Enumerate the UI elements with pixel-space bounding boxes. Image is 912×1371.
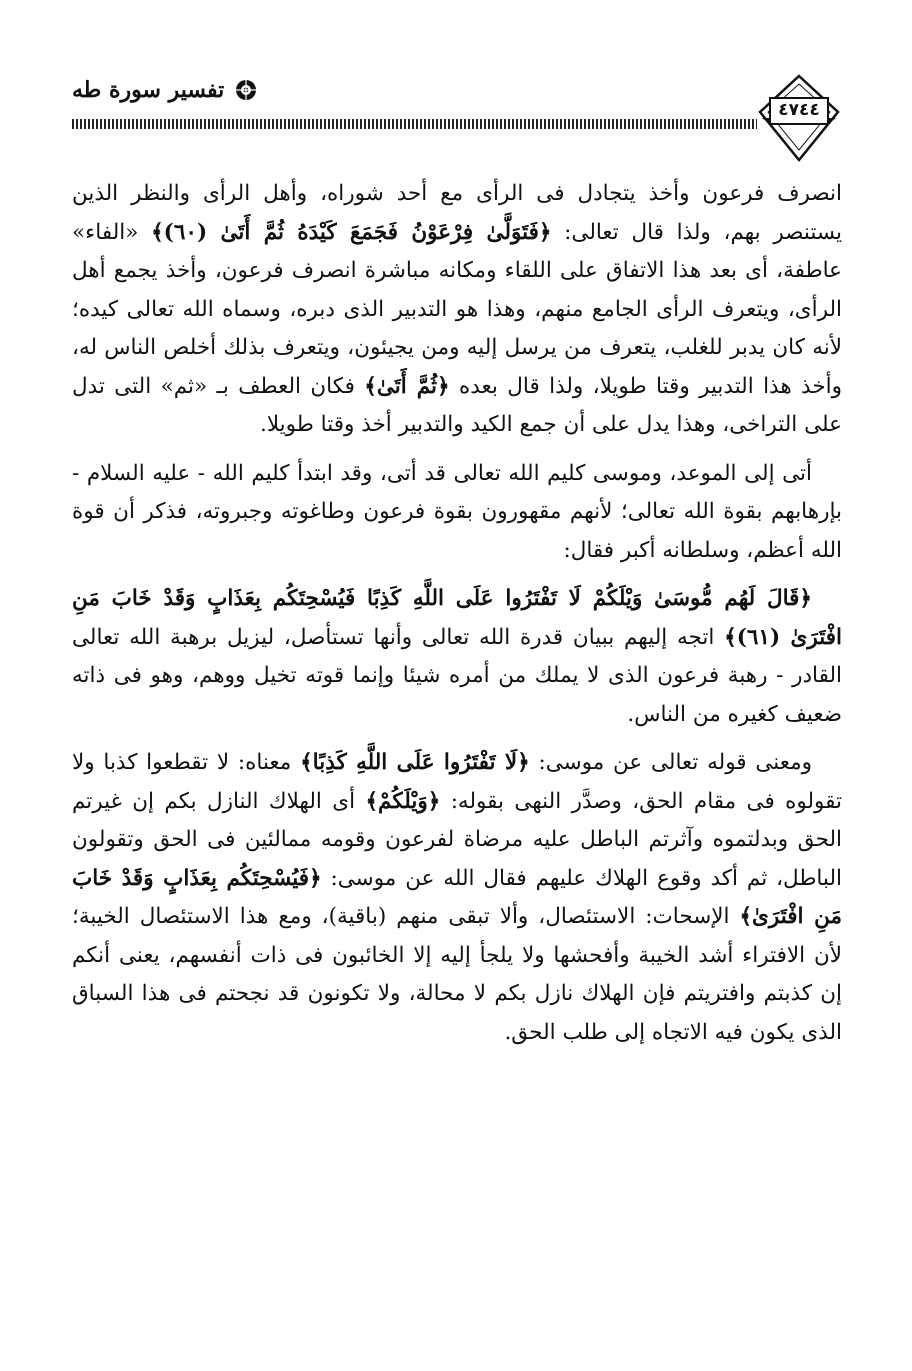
paragraph <box>72 175 842 445</box>
paragraph <box>72 580 842 734</box>
header-divider <box>72 119 757 129</box>
quran-verse: ﴿فَيُسْحِتَكُم بِعَذَابٍ وَقَدْ خَابَ مَنِ افْتَرَىٰ﴾ <box>72 865 842 929</box>
quran-verse: ﴿وَيْلَكُمْ﴾ <box>365 788 441 814</box>
paragraph <box>72 455 842 571</box>
paragraph-text: فكان العطف بـ «ثم» التى تدل على التراخى، وهذا يدل على أن جمع الكيد والتدبير أخذ وقتا طويلا. <box>72 373 842 437</box>
paragraph-text: ومعنى قوله تعالى عن موسى: <box>529 750 812 775</box>
quran-verse: ﴿قَالَ لَهُم مُّوسَىٰ وَيْلَكُمْ لَا تَفْتَرُوا عَلَى اللَّهِ كَذِبًا فَيُسْحِتَكُم بِعَذَابٍ وَقَدْ خَابَ مَنِ افْتَرَىٰ (٦١)﴾ <box>72 586 842 650</box>
quran-verse: ﴿فَتَوَلَّىٰ فِرْعَوْنُ فَجَمَعَ كَيْدَهُ ثُمَّ أَتَىٰ (٦٠)﴾ <box>151 219 552 245</box>
paragraph-text: معناه: لا تقطعوا كذبا ولا تقولوه فى مقام الحق، وصدَّر النهى بقوله: <box>72 750 842 814</box>
paragraph-text: انصرف فرعون وأخذ يتجادل فى الرأى مع أحد شوراه، وأهل الرأى والنظر الذين يستنصر بهم، ولذا قال تعالى: <box>72 181 842 245</box>
ornament-icon <box>234 78 258 102</box>
running-title-text: تفسير سورة طه <box>72 77 225 103</box>
running-title <box>72 72 258 108</box>
quran-verse: ﴿لَا تَفْتَرُوا عَلَى اللَّهِ كَذِبًا﴾ <box>300 750 530 775</box>
page-number-badge <box>756 74 842 162</box>
paragraph-text: أى الهلاك النازل بكم إن غيرتم الحق وبدلتموه وآثرتم الباطل عليه مرضاة لفرعون وقومه ممالئين فى الحق وتقولون الباطل، ثم أكد وقوع الهلاك عليهم فقال الله عن موسى: <box>72 788 842 891</box>
paragraph-text: «الفاء» عاطفة، أى بعد هذا الاتفاق على اللقاء ومكانه مباشرة انصرف فرعون، وأخذ يجمع أهل الرأى، ويتعرف الرأى الجامع منهم، وهذا هو التدبير الذى دبره، وسماه الله تعالى كيده؛ لأنه كان يدبر للغلب، يتعرف من يرسل إليه ومن يجيئون، ويتعرف بذلك أخلص الناس له، وأخذ هذا التدبير وقتا طويلا، ولذا قال بعده <box>72 219 842 399</box>
paragraph <box>72 744 842 1052</box>
quran-verse: ﴿ثُمَّ أَتَىٰ﴾ <box>364 373 450 399</box>
paragraph-text: الإسحات: الاستئصال، وألا تبقى منهم (باقية)، ومع هذا الاستئصال الخيبة؛ لأن الافتراء أشد الخيبة وأفحشها ولا يلجأ إليه إلا الخائبون فى ذات أنفسهم، يعنى أنكم إن كذبتم وافتريتم فإن الهلاك نازل بكم لا محالة، ولا تكونون قد نجحتم فى هذا السباق الذى يكون فيه الاتجاه إلى طلب الحق. <box>72 904 842 1045</box>
paragraph-text: اتجه إليهم ببيان قدرة الله تعالى وأنها تستأصل، ليزيل برهبة الله تعالى القادر - رهبة فرعون الذى لا يملك من أمره شيئا وإنما قوته تخيل ووهم، وهو فى ذاته ضعيف كغيره من الناس. <box>72 624 842 727</box>
paragraph-text: أتى إلى الموعد، وموسى كليم الله تعالى قد أتى، وقد ابتدأ كليم الله - عليه السلام - بإرهابهم بقوة الله تعالى؛ لأنهم مقهورون بقوة فرعون وطاغوته وجبروته، فذكر أن قوة الله أعظم، وسلطانه أكبر فقال: <box>72 460 842 563</box>
body-text <box>72 175 842 1062</box>
page-number: ٤٧٤٤ <box>778 100 820 120</box>
page-header <box>72 72 842 164</box>
